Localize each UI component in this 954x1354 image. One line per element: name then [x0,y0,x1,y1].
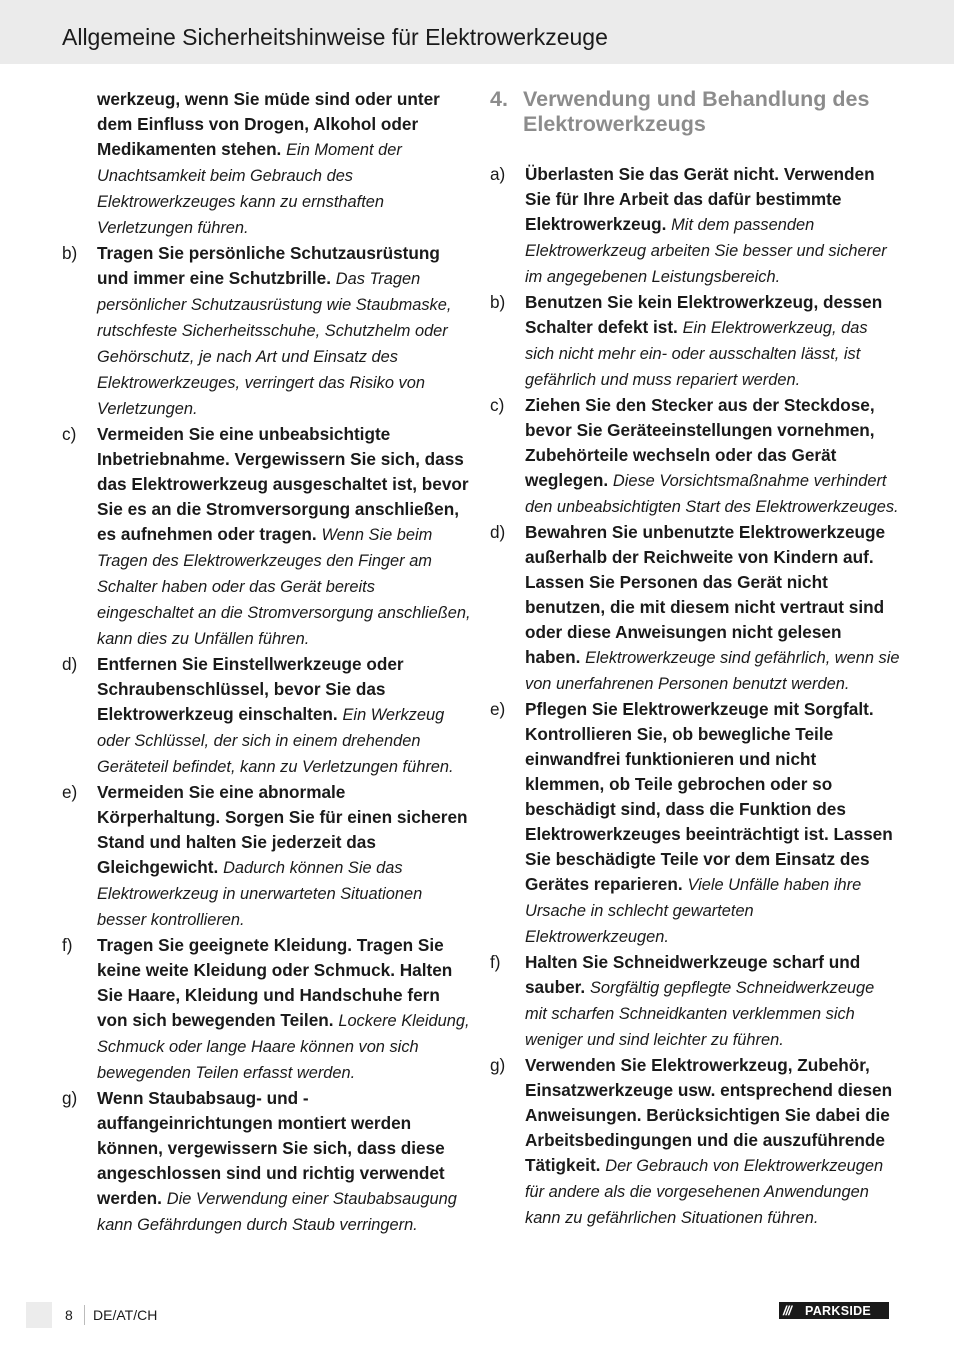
item-bold-text: Bewahren Sie unbenutzte Elektrowerkzeuge außerhalb der Reichweite von Kindern auf. Lassen Sie Personen das Gerät nicht benutzen, die mit diesem nicht vertraut sind oder diese Anweisungen nicht gelesen haben. [525,522,886,667]
list-item [62,1086,472,1238]
item-label: c) [62,424,77,444]
list-item [490,697,900,950]
item-label: g) [62,1088,78,1108]
item-bold-text: Tragen Sie persönliche Schutzausrüstung und immer eine Schutzbrille. [97,243,440,288]
item-italic-text: Viele Unfälle haben ihre Ursache in schlecht gewarteten Elektrowerkzeugen. [525,876,862,946]
list-item [490,290,900,393]
list-item [490,393,900,520]
item-label: g) [490,1055,506,1075]
item-bold-text: Wenn Staubabsaug- und -auffangeinrichtungen montiert werden können, vergewissern Sie sich, dass diese angeschlossen sind und richtig verwendet werden. [97,1088,445,1208]
item-label: e) [490,699,506,719]
item-italic-text: Ein Elektrowerkzeug, das sich nicht mehr ein- oder ausschalten lässt, ist gefährlich und muss repariert werden. [525,319,868,389]
list-item [490,162,900,290]
section-title: Verwendung und Behandlung des Elektrowerkzeugs [523,87,870,136]
item-italic-text: Sorgfältig gepflegte Schneidwerkzeuge mit scharfen Schneidkanten verklemmen sich weniger und sind leichter zu führen. [525,979,875,1049]
parkside-logo [779,1302,889,1319]
item-bold-text: Entfernen Sie Einstellwerkzeuge oder Schraubenschlüssel, bevor Sie das Elektrowerkzeug einschalten. [97,654,404,724]
list-item [490,1053,900,1231]
page-title: Allgemeine Sicherheitshinweise für Elektrowerkzeuge [62,24,608,50]
logo-text: PARKSIDE [805,1303,872,1318]
item-label: d) [62,654,78,674]
item-bold-text: Pflegen Sie Elektrowerkzeuge mit Sorgfalt. Kontrollieren Sie, ob bewegliche Teile einwandfrei funktionieren und nicht klemmen, ob Teile gebrochen oder so beschädigt sind, dass die Funktion des Elektrowerkzeuges beeinträchtigt ist. Lassen Sie beschädigte Teile vor dem Einsatz des Gerätes reparieren. [525,699,893,894]
page-number: 8 [65,1307,73,1323]
footer-marker [26,1302,52,1328]
item-bold-text: Benutzen Sie kein Elektrowerkzeug, dessen Schalter defekt ist. [525,292,883,337]
list-item [62,422,472,652]
logo-slashes: /// [783,1303,791,1318]
item-bold-text: werkzeug, wenn Sie müde sind oder unter dem Einfluss von Drogen, Alkohol oder Medikamenten stehen. [97,89,440,159]
footer-divider [84,1305,85,1325]
item-label: a) [490,164,506,184]
item-label: f) [490,952,501,972]
item-italic-text: Ein Moment der Unachtsamkeit beim Gebrauch des Elektrowerkzeuges kann zu ernsthaften Verletzungen führen. [97,141,402,237]
list-item [62,780,472,933]
item-italic-text: Der Gebrauch von Elektrowerkzeugen für andere als die vorgesehenen Anwendungen kann zu gefährlichen Situationen führen. [525,1157,884,1227]
item-label: f) [62,935,73,955]
item-italic-text: Elektrowerkzeuge sind gefährlich, wenn sie von unerfahrenen Personen benutzt werden. [525,649,900,693]
list-item-continuation [62,87,472,241]
list-item [62,933,472,1086]
item-bold-text: Halten Sie Schneidwerkzeuge scharf und sauber. [525,952,861,997]
item-bold-text: Tragen Sie geeignete Kleidung. Tragen Sie keine weite Kleidung oder Schmuck. Halten Sie Haare, Kleidung und Handschuhe fern von sich bewegenden Teilen. [97,935,453,1030]
right-column [490,87,900,1231]
language-code: DE/AT/CH [93,1307,158,1323]
item-label: d) [490,522,506,542]
item-italic-text: Lockere Kleidung, Schmuck oder lange Haare können von sich bewegenden Teilen erfasst werden. [97,1012,470,1082]
item-label: b) [62,243,78,263]
left-column [62,87,472,1238]
section-number: 4. [490,87,508,111]
item-label: e) [62,782,78,802]
section-heading [490,87,900,137]
item-label: c) [490,395,505,415]
list-item [62,241,472,422]
item-bold-text: Vermeiden Sie eine unbeabsichtigte Inbetriebnahme. Vergewissern Sie sich, dass das Elektrowerkzeug ausgeschaltet ist, bevor Sie es an die Stromversorgung anschließen, es aufnehmen oder tragen. [97,424,469,544]
item-italic-text: Ein Werkzeug oder Schlüssel, der sich in einem drehenden Geräteteil befindet, kann zu Verletzungen führen. [97,706,454,776]
item-bold-text: Verwenden Sie Elektrowerkzeug, Zubehör, Einsatzwerkzeuge usw. entsprechend diesen Anweisungen. Berücksichtigen Sie dabei die Arbeitsbedingungen und die auszuführende Tätigkeit. [525,1055,893,1175]
list-item [62,652,472,780]
item-italic-text: Wenn Sie beim Tragen des Elektrowerkzeuges den Finger am Schalter haben oder das Gerät bereits eingeschaltet an die Stromversorgung anschließen, kann dies zu Unfällen führen. [97,526,471,648]
item-label: b) [490,292,506,312]
list-item [490,520,900,697]
item-bold-text: Ziehen Sie den Stecker aus der Steckdose, bevor Sie Geräteeinstellungen vornehmen, Zubehörteile wechseln oder das Gerät weglegen. [525,395,875,490]
item-italic-text: Dadurch können Sie das Elektrowerkzeug in unerwarteten Situationen besser kontrollieren. [97,859,423,929]
item-bold-text: Überlasten Sie das Gerät nicht. Verwenden Sie für Ihre Arbeit das dafür bestimmte Elektrowerkzeug. [525,164,875,234]
item-italic-text: Diese Vorsichtsmaßnahme verhindert den unbeabsichtigten Start des Elektrowerkzeuges. [525,472,899,516]
page-header [0,0,954,64]
item-italic-text: Die Verwendung einer Staubabsaugung kann Gefährdungen durch Staub verringern. [97,1190,457,1234]
list-item [490,950,900,1053]
item-bold-text: Vermeiden Sie eine abnormale Körperhaltung. Sorgen Sie für einen sicheren Stand und halten Sie jederzeit das Gleichgewicht. [97,782,468,877]
item-italic-text: Das Tragen persönlicher Schutzausrüstung wie Staubmaske, rutschfeste Sicherheitsschuhe, Schutzhelm oder Gehörschutz, je nach Art und Einsatz des Elektrowerkzeuges, verringert das Risiko von Verletzungen. [97,270,452,418]
item-italic-text: Mit dem passenden Elektrowerkzeug arbeiten Sie besser und sicherer im angegebenen Leistungsbereich. [525,216,887,286]
